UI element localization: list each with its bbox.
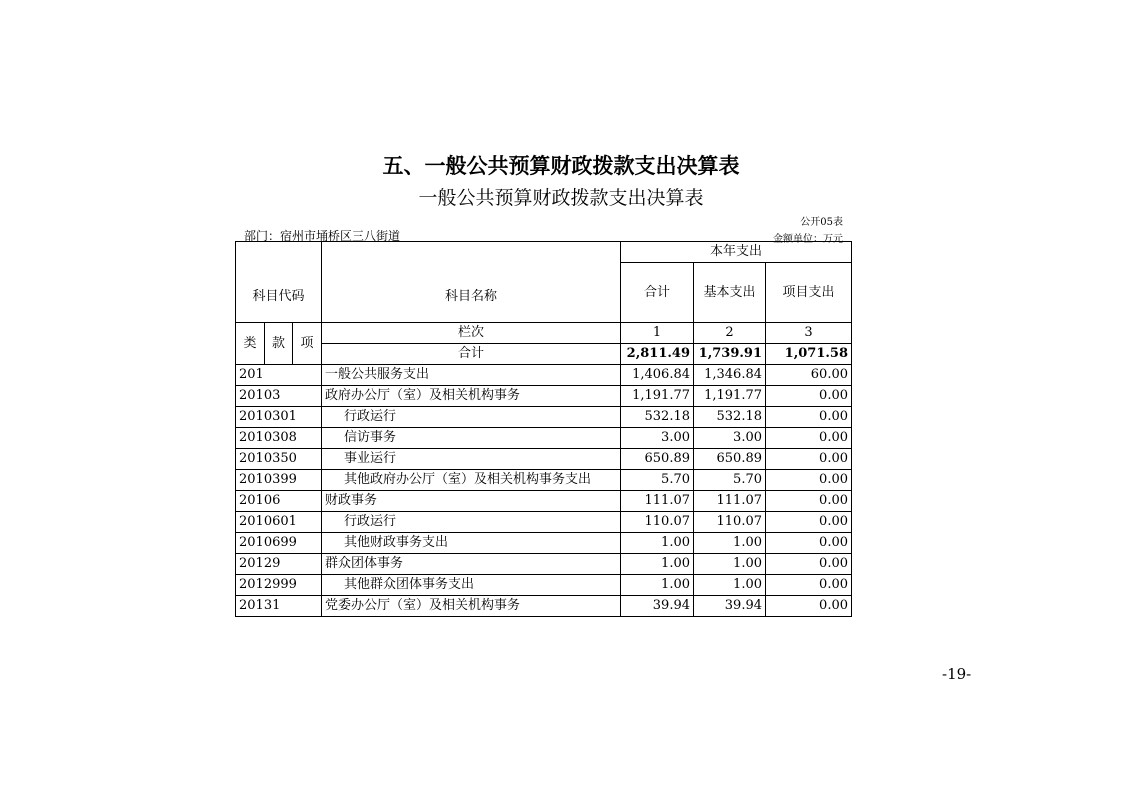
table-row [236, 512, 852, 533]
row-project: 0.00 [766, 596, 852, 617]
table-row [236, 428, 852, 449]
row-basic: 532.18 [694, 407, 766, 428]
column-number-row [236, 323, 852, 344]
page-title: 五、一般公共预算财政拨款支出决算表 [382, 154, 740, 178]
page-number: -19- [942, 665, 972, 683]
row-total: 3.00 [621, 428, 694, 449]
row-total: 532.18 [621, 407, 694, 428]
row-code: 2010308 [236, 428, 322, 449]
row-project: 0.00 [766, 428, 852, 449]
table-row [236, 449, 852, 470]
table-row [236, 533, 852, 554]
row-basic: 1.00 [694, 533, 766, 554]
lei-header: 类 [236, 323, 265, 365]
row-code: 2010601 [236, 512, 322, 533]
row-name: 群众团体事务 [322, 554, 621, 575]
col-number-3: 3 [766, 323, 852, 344]
name-header-cell: 科目名称 [322, 242, 621, 323]
row-code: 20131 [236, 596, 322, 617]
row-name: 其他财政事务支出 [322, 533, 621, 554]
row-code: 2010699 [236, 533, 322, 554]
row-name: 事业运行 [322, 449, 621, 470]
row-basic: 1,346.84 [694, 365, 766, 386]
row-project: 60.00 [766, 365, 852, 386]
table-row [236, 470, 852, 491]
row-total: 5.70 [621, 470, 694, 491]
budget-table [235, 241, 852, 617]
row-name: 行政运行 [322, 407, 621, 428]
row-project: 0.00 [766, 575, 852, 596]
form-number: 公开05表 [800, 217, 843, 228]
row-project: 0.00 [766, 449, 852, 470]
table-row [236, 386, 852, 407]
total-amount: 2,811.49 [621, 344, 694, 365]
row-code: 2012999 [236, 575, 322, 596]
department-label: 部门：宿州市埇桥区三八街道 [244, 229, 401, 243]
row-project: 0.00 [766, 491, 852, 512]
table-row [236, 407, 852, 428]
row-basic: 1,191.77 [694, 386, 766, 407]
row-code: 2010399 [236, 470, 322, 491]
kuan-header: 款 [265, 323, 293, 365]
amount-unit-label: 金额单位：万元 [773, 234, 843, 245]
row-name: 其他政府办公厅（室）及相关机构事务支出 [322, 470, 621, 491]
table-row [236, 365, 852, 386]
col-basic-header: 基本支出 [694, 263, 766, 323]
row-code: 2010350 [236, 449, 322, 470]
lanci-label: 栏次 [322, 323, 621, 344]
row-project: 0.00 [766, 470, 852, 491]
row-project: 0.00 [766, 386, 852, 407]
row-total: 650.89 [621, 449, 694, 470]
total-basic: 1,739.91 [694, 344, 766, 365]
col-number-2: 2 [694, 323, 766, 344]
header-row-1 [236, 242, 852, 263]
row-code: 20129 [236, 554, 322, 575]
expenditure-group-header: 本年支出 [621, 242, 852, 263]
table-row [236, 491, 852, 512]
row-project: 0.00 [766, 554, 852, 575]
row-total: 1.00 [621, 554, 694, 575]
row-name: 一般公共服务支出 [322, 365, 621, 386]
col-number-1: 1 [621, 323, 694, 344]
row-code: 20103 [236, 386, 322, 407]
row-code: 201 [236, 365, 322, 386]
row-project: 0.00 [766, 533, 852, 554]
row-total: 1.00 [621, 533, 694, 554]
xiang-header: 项 [293, 323, 322, 365]
row-total: 110.07 [621, 512, 694, 533]
table-subtitle: 一般公共预算财政拨款支出决算表 [418, 187, 704, 209]
code-header-cell: 科目代码 [236, 242, 322, 323]
total-label: 合计 [322, 344, 621, 365]
row-basic: 650.89 [694, 449, 766, 470]
row-basic: 5.70 [694, 470, 766, 491]
table-row [236, 575, 852, 596]
row-total: 39.94 [621, 596, 694, 617]
row-name: 财政事务 [322, 491, 621, 512]
row-code: 20106 [236, 491, 322, 512]
row-name: 政府办公厅（室）及相关机构事务 [322, 386, 621, 407]
row-basic: 3.00 [694, 428, 766, 449]
row-project: 0.00 [766, 512, 852, 533]
table-row [236, 554, 852, 575]
row-total: 1,406.84 [621, 365, 694, 386]
row-project: 0.00 [766, 407, 852, 428]
table-row [236, 596, 852, 617]
row-basic: 110.07 [694, 512, 766, 533]
row-name: 其他群众团体事务支出 [322, 575, 621, 596]
row-total: 1.00 [621, 575, 694, 596]
row-name: 信访事务 [322, 428, 621, 449]
row-code: 2010301 [236, 407, 322, 428]
total-project: 1,071.58 [766, 344, 852, 365]
col-total-header: 合计 [621, 263, 694, 323]
row-basic: 1.00 [694, 554, 766, 575]
row-basic: 1.00 [694, 575, 766, 596]
col-project-header: 项目支出 [766, 263, 852, 323]
row-name: 党委办公厅（室）及相关机构事务 [322, 596, 621, 617]
row-basic: 111.07 [694, 491, 766, 512]
row-total: 1,191.77 [621, 386, 694, 407]
row-name: 行政运行 [322, 512, 621, 533]
row-total: 111.07 [621, 491, 694, 512]
row-basic: 39.94 [694, 596, 766, 617]
total-row [236, 344, 852, 365]
